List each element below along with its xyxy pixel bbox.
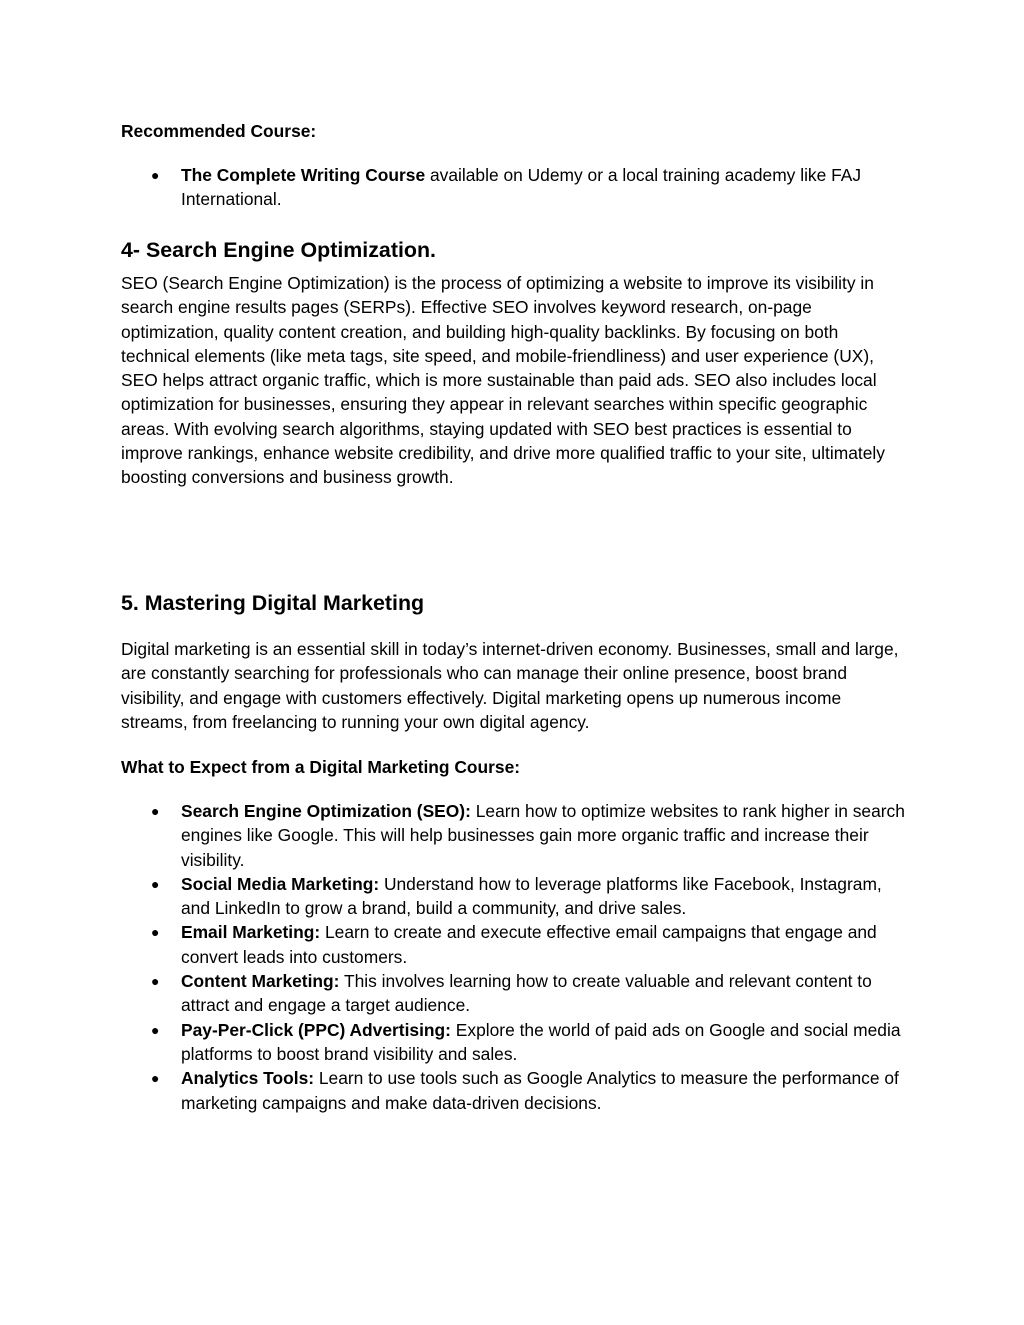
list-item-bold: Email Marketing: <box>181 922 321 943</box>
list-item <box>121 1018 911 1067</box>
list-item-bold: The Complete Writing Course <box>181 165 426 185</box>
list-item-text: This involves learning how to create valuable and relevant content to attract and engage a target audience. <box>181 971 872 1016</box>
list-item-bold: Content Marketing: <box>181 971 340 992</box>
seo-body: SEO (Search Engine Optimization) is the process of optimizing a website to improve its visibility in search engine results pages (SERPs). Effective SEO involves keyword research, on-page optimization, quality content creation, and building high-quality backlinks. By focusing on both technical elements (like meta tags, site speed, and mobile-friendliness) and user experience (UX), SEO helps attract organic traffic, which is more sustainable than paid ads. SEO also includes local optimization for businesses, ensuring they appear in relevant searches within specific geographic areas. With evolving search algorithms, staying updated with SEO best practices is essential to improve rankings, enhance website credibility, and drive more qualified traffic to your site, ultimately boosting conversions and business growth. <box>121 273 885 488</box>
bullet-icon: ● <box>151 167 160 183</box>
seo-heading: 4- Search Engine Optimization. <box>121 238 436 262</box>
bullet-icon: ● <box>151 803 160 819</box>
bullet-icon: ● <box>151 1070 160 1087</box>
bullet-icon: ● <box>151 973 160 990</box>
recommended-course-list <box>121 163 911 212</box>
recommended-course-label: Recommended Course: <box>121 121 317 141</box>
digital-marketing-list <box>121 799 911 1115</box>
list-item <box>121 872 911 921</box>
list-item-bold: Social Media Marketing: <box>181 873 380 894</box>
list-item-text: Explore the world of paid ads on Google and social media platforms to boost brand visibility and sales. <box>181 1019 901 1064</box>
list-item-text: Learn how to optimize websites to rank higher in search engines like Google. This will help businesses gain more organic traffic and increase their visibility. <box>181 801 905 870</box>
digital-marketing-heading: 5. Mastering Digital Marketing <box>121 591 425 615</box>
list-item-text: available on Udemy or a local training academy like FAJ International. <box>181 165 862 210</box>
list-item-text: Understand how to leverage platforms like Facebook, Instagram, and LinkedIn to grow a brand, build a community, and drive sales. <box>181 873 882 919</box>
list-item-text: Learn to use tools such as Google Analytics to measure the performance of marketing campaigns and make data-driven decisions. <box>181 1068 899 1113</box>
list-item <box>121 799 911 872</box>
list-item-bold: Pay-Per-Click (PPC) Advertising: <box>181 1019 451 1040</box>
list-item <box>121 163 911 212</box>
list-item <box>121 969 911 1018</box>
bullet-icon: ● <box>151 1021 160 1038</box>
bullet-icon: ● <box>151 924 160 941</box>
bullet-icon: ● <box>151 875 160 892</box>
digital-marketing-body: Digital marketing is an essential skill in today’s internet-driven economy. Businesses, small and large, are constantly searching for professionals who can manage their online presence, boost brand visibility, and engage with customers effectively. Digital marketing opens up numerous income streams, from freelancing to running your own digital agency. <box>121 639 899 732</box>
list-item-bold: Analytics Tools: <box>181 1068 315 1089</box>
list-item <box>121 1066 911 1115</box>
list-item-bold: Search Engine Optimization (SEO): <box>181 801 471 821</box>
list-item <box>121 920 911 969</box>
list-item-text: Learn to create and execute effective email campaigns that engage and convert leads into customers. <box>181 922 877 967</box>
expect-label: What to Expect from a Digital Marketing Course: <box>121 757 521 777</box>
